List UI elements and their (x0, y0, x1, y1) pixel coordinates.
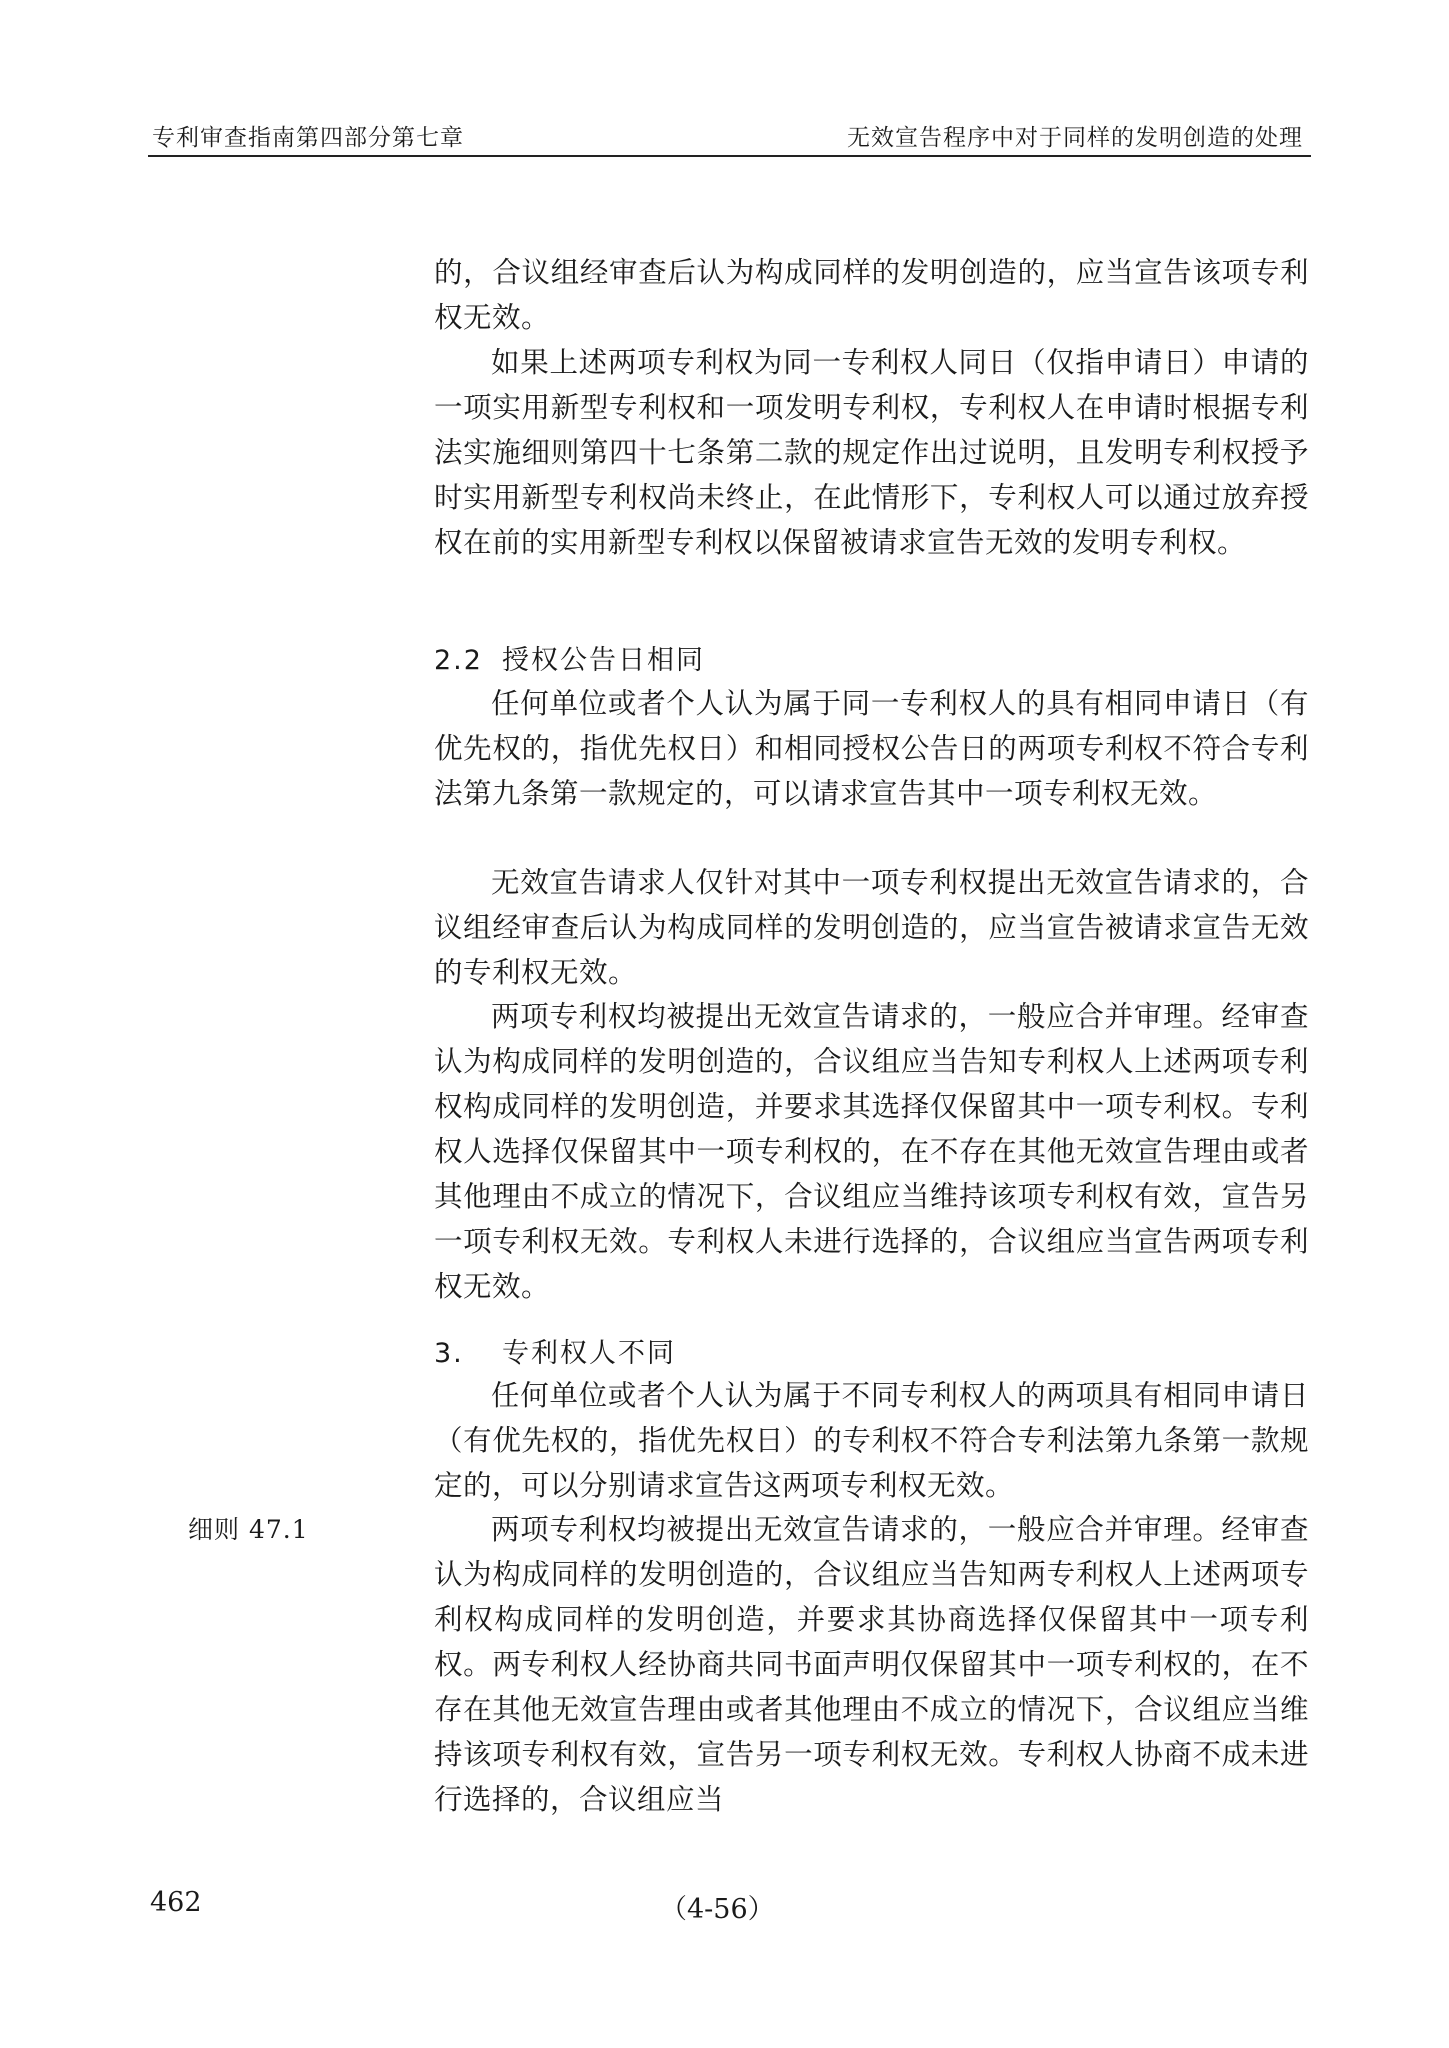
heading-number: 2.2 (434, 645, 483, 676)
section-heading-2-2 (434, 638, 705, 683)
header-section-title: 无效宣告程序中对于同样的发明创造的处理 (847, 125, 1303, 151)
paragraph: 两项专利权均被提出无效宣告请求的，一般应合并审理。经审查认为构成同样的发明创造的，合议组应当告知专利权人上述两项专利权构成同样的发明创造，并要求其选择仅保留其中一项专利权。专利权人选择仅保留其中一项专利权的，在不存在其他无效宣告理由或者其他理由不成立的情况下，合议组应当维持该项专利权有效，宣告另一项专利权无效。专利权人未进行选择的，合议组应当宣告两项专利权无效。 (434, 1000, 1309, 1303)
page-number: 462 (150, 1887, 202, 1918)
running-header (148, 119, 1311, 155)
paragraph: 无效宣告请求人仅针对其中一项专利权提出无效宣告请求的，合议组经审查后认为构成同样的发明创造的，应当宣告被请求宣告无效的专利权无效。 (434, 866, 1309, 989)
header-chapter-title: 专利审查指南第四部分第七章 (152, 125, 464, 151)
paragraph: 两项专利权均被提出无效宣告请求的，一般应合并审理。经审查认为构成同样的发明创造的，合议组应当告知两专利权人上述两项专利权构成同样的发明创造，并要求其协商选择仅保留其中一项专利权。两专利权人经协商共同书面声明仅保留其中一项专利权的，在不存在其他无效宣告理由或者其他理由不成立的情况下，合议组应当维持该项专利权有效，宣告另一项专利权无效。专利权人协商不成未进行选择的，合议组应当 (434, 1513, 1309, 1816)
heading-number: 3. (434, 1338, 464, 1369)
heading-title: 授权公告日相同 (502, 645, 705, 676)
paragraph: 任何单位或者个人认为属于同一专利权人的具有相同申请日（有优先权的，指优先权日）和相同授权公告日的两项专利权不符合专利法第九条第一款规定的，可以请求宣告其中一项专利权无效。 (434, 687, 1309, 810)
header-divider (148, 155, 1311, 157)
section-heading-3 (434, 1331, 676, 1376)
paragraph: 任何单位或者个人认为属于不同专利权人的两项具有相同申请日（有优先权的，指优先权日）的专利权不符合专利法第九条第一款规定的，可以分别请求宣告这两项专利权无效。 (434, 1379, 1309, 1502)
margin-reference: 细则 47.1 (188, 1515, 309, 1544)
paragraph: 如果上述两项专利权为同一专利权人同日（仅指申请日）申请的一项实用新型专利权和一项发明专利权，专利权人在申请时根据专利法实施细则第四十七条第二款的规定作出过说明，且发明专利权授予时实用新型专利权尚未终止，在此情形下，专利权人可以通过放弃授权在前的实用新型专利权以保留被请求宣告无效的发明专利权。 (434, 346, 1309, 559)
section-page-number: （4-56） (660, 1894, 775, 1925)
heading-title: 专利权人不同 (502, 1338, 676, 1369)
paragraph: 的，合议组经审查后认为构成同样的发明创造的，应当宣告该项专利权无效。 (434, 256, 1309, 334)
